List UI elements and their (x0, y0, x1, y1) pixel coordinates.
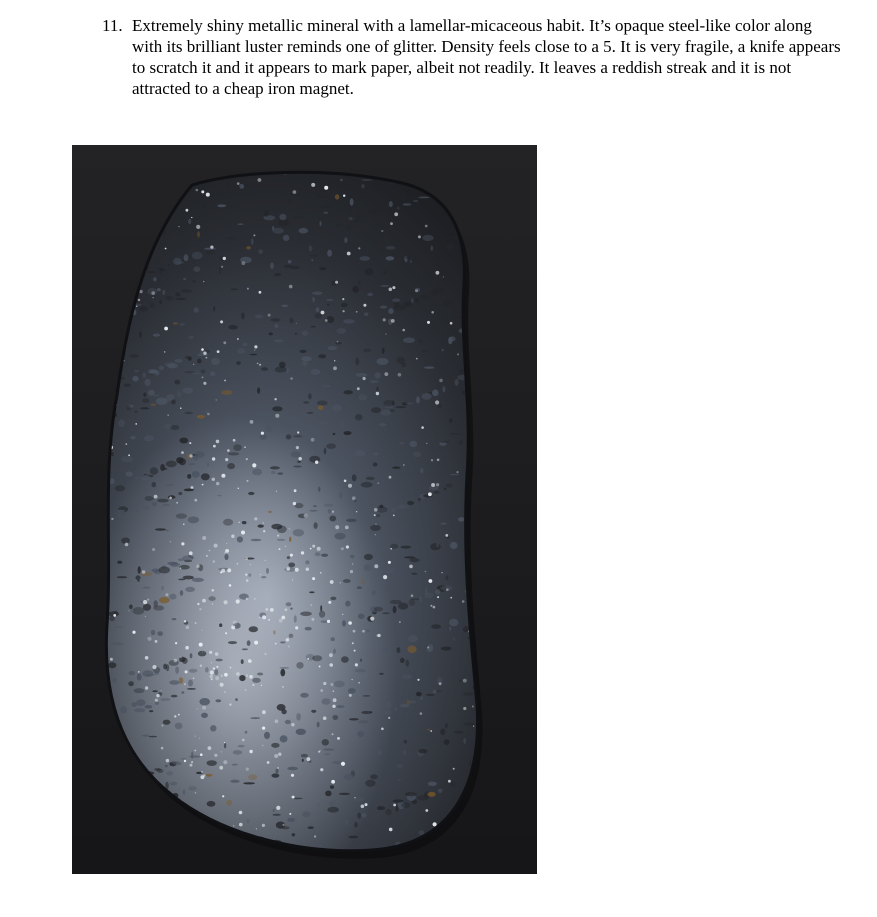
question-number: 11. (102, 16, 123, 35)
question-block (102, 15, 842, 99)
mineral-specimen-image (72, 145, 537, 874)
question-text: Extremely shiny metallic mineral with a lamellar-micaceous habit. It’s opaque steel-like color along with its brilliant luster reminds one of glitter. Density feels close to a 5. It is very fragile, a knife appears to scratch it and it appears to mark paper, albeit not readily. It leaves a reddish streak and it is not attracted to a cheap iron magnet. (132, 16, 841, 98)
mineral-photo (72, 145, 537, 874)
